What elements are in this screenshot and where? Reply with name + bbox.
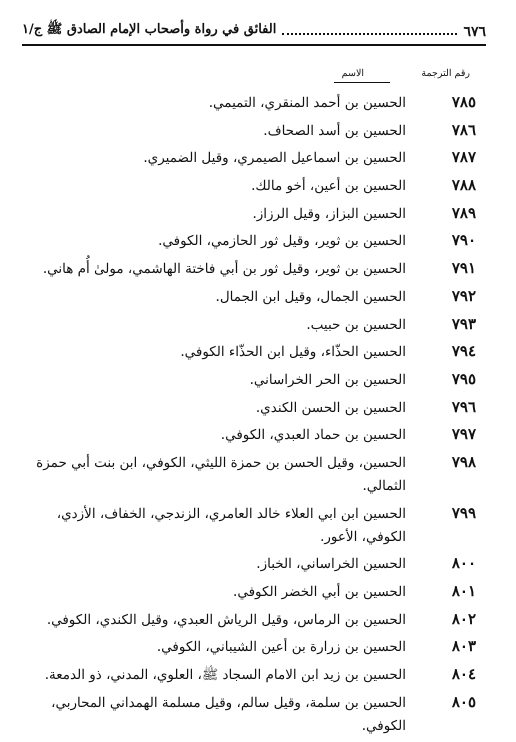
entry-number: ٨٠٠ <box>451 554 476 573</box>
running-title: الفائق في رواة وأصحاب الإمام الصادق ﷺ ج/١ <box>22 22 277 37</box>
entry-row <box>18 230 486 253</box>
entry-name: الحسين بن حماد العبدي، الكوفي. <box>220 427 406 444</box>
entry-number: ٨٠٣ <box>451 637 476 656</box>
entry-row <box>18 452 486 498</box>
entry-row <box>18 341 486 364</box>
entry-number: ٧٩٢ <box>451 286 476 305</box>
entry-row <box>18 581 486 604</box>
entry-name: الحسين، وقيل الحسن بن حمزة الليثي، الكوفي، ابن بنت أبي حمزة الثمالي. <box>36 454 406 494</box>
entry-name: الحسين ابن ابي العلاء خالد العامري، الزندجي، الخفاف، الأزدي، الكوفي، الأعور. <box>56 505 406 545</box>
entry-number: ٧٩٣ <box>451 314 476 333</box>
entry-number: ٧٩٠ <box>451 231 476 250</box>
entry-name: الحسين بن زرارة بن أعين الشيباني، الكوفي. <box>156 639 406 656</box>
entry-row <box>18 286 486 309</box>
entry-row <box>18 553 486 576</box>
entry-name: الحسين بن زيد ابن الامام السجاد ﷺ، العلوي، المدني، ذو الدمعة. <box>44 667 406 684</box>
entry-name: الحسين بن حبيب. <box>306 316 406 333</box>
entry-number: ٨٠٢ <box>451 609 476 628</box>
entry-number: ٨٠٥ <box>451 692 476 711</box>
entry-row <box>18 120 486 143</box>
entry-name: الحسين بن سلمة، وقيل سالم، وقيل مسلمة الهمداني المحاربي، الكوفي. <box>51 694 406 734</box>
entry-row <box>18 424 486 447</box>
entry-name: الحسين الخراساني، الخباز. <box>256 556 406 573</box>
entry-number: ٨٠١ <box>451 582 476 600</box>
entry-row <box>18 92 486 115</box>
entry-name: الحسين بن ثوير، وقيل ثور الحازمي، الكوفي. <box>158 233 406 250</box>
entry-number: ٧٩٧ <box>451 425 476 444</box>
column-headers <box>0 68 516 86</box>
entry-number: ٧٩٥ <box>451 369 476 388</box>
entry-name: الحسين البزاز، وقيل الرزاز. <box>252 205 406 222</box>
entry-name: الحسين بن أسد الصحاف. <box>263 122 406 139</box>
entry-name: الحسين بن الحر الخراساني. <box>249 371 406 388</box>
entry-number: ٧٨٥ <box>451 93 476 111</box>
entry-row <box>18 664 486 687</box>
entry-number: ٧٨٧ <box>451 148 476 167</box>
entry-number: ٧٩٤ <box>451 342 476 361</box>
entry-name: الحسين بن ثوير، وقيل ثور بن أبي فاختة الهاشمي، مولىٰ أُم هاني. <box>42 261 406 278</box>
entry-row <box>18 203 486 226</box>
entry-name: الحسين بن أبي الخضر الكوفي. <box>233 584 406 600</box>
entry-name: الحسين بن الحسن الكندي. <box>255 399 406 416</box>
column-header-name: الاسم <box>341 68 364 79</box>
column-header-number: رقم الترجمة <box>421 68 470 79</box>
entry-number: ٧٩١ <box>451 259 476 278</box>
entry-number: ٧٨٦ <box>451 120 476 139</box>
entry-number: ٧٩٦ <box>451 397 476 416</box>
entry-number: ٧٩٩ <box>451 503 476 522</box>
entry-name: الحسين الجمال، وقيل ابن الجمال. <box>215 288 406 305</box>
entry-number: ٧٨٩ <box>451 203 476 222</box>
entry-row <box>18 258 486 281</box>
entry-list <box>18 92 486 742</box>
page-number: ٦٧٦ <box>463 24 486 40</box>
leader-dots <box>282 33 457 35</box>
entry-row <box>18 175 486 198</box>
entry-row <box>18 147 486 170</box>
entry-row <box>18 369 486 392</box>
entry-number: ٨٠٤ <box>451 665 476 684</box>
entry-row <box>18 314 486 337</box>
entry-row <box>18 692 486 738</box>
entry-name: الحسين الحذّاء، وقيل ابن الحذّاء الكوفي. <box>180 344 406 361</box>
entry-row <box>18 503 486 549</box>
entry-row <box>18 636 486 659</box>
running-header <box>22 22 486 46</box>
entry-row <box>18 397 486 420</box>
entry-number: ٧٨٨ <box>451 176 476 195</box>
entry-name: الحسين بن اسماعيل الصيمري، وقيل الضميري. <box>143 150 406 167</box>
entry-name: الحسين بن أعين، أخو مالك. <box>251 178 406 195</box>
entry-name: الحسين بن الرماس، وقيل الرياش العبدي، وقيل الكندي، الكوفي. <box>46 611 406 628</box>
entry-row <box>18 609 486 632</box>
entry-number: ٧٩٨ <box>451 452 476 471</box>
entry-name: الحسين بن أحمد المنقري، التميمي. <box>208 95 406 111</box>
